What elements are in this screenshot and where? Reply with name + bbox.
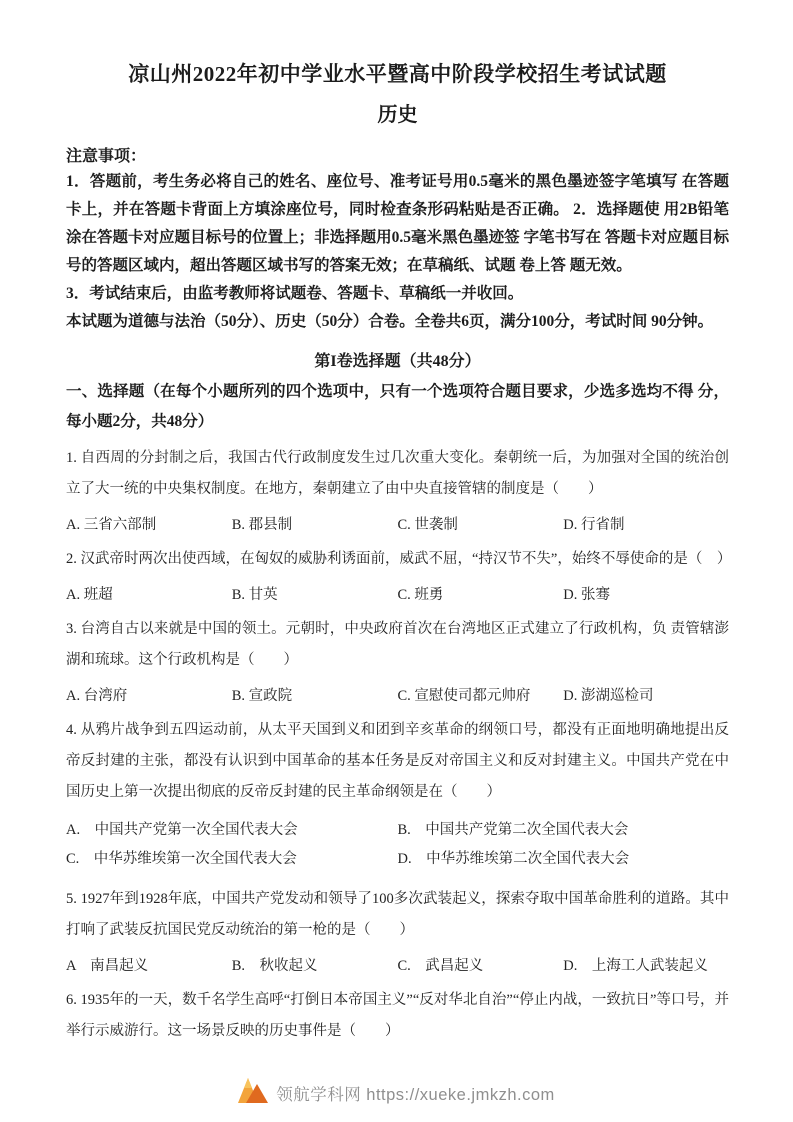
question-3-option-b: B. 宣政院 [231, 688, 293, 704]
site-logo-icon [238, 1077, 268, 1108]
question-2-stem: 2. 汉武帝时两次出使西域，在匈奴的威胁利诱面前，威武不屈，“持汉节不失”，始终不辱使命的是（ ） [66, 551, 732, 567]
question-3-option-d: D. 澎湖巡检司 [563, 688, 654, 704]
question-1-option-a: A. 三省六部制 [66, 517, 157, 533]
notice-item-1: 1．答题前，考生务必将自己的姓名、座位号、准考证号用0.5毫米的黑色墨迹签字笔填写 在答题卡上，并在答题卡背面上方填涂座位号，同时检查条形码粘贴是否正确。 2．选择题使 用2B铅笔涂在答题卡对应题目标号的位置上；非选择题用0.5毫米黑色墨迹签 字笔书写在 答题卡对应题目标号的答题区域内，超出答题区域书写的答案无效；在草稿纸、试题 卷上答 题无效。 [66, 173, 729, 274]
question-2-option-a: A. 班超 [66, 587, 113, 603]
question-5-stem: 5. 1927年到1928年底，中国共产党发动和领导了100多次武装起义，探索夺取中国革命胜利的道路。其中打响了武装反抗国民党反动统治的第一枪的是（ ） [66, 891, 729, 938]
question-6-stem: 6. 1935年的一天，数千名学生高呼“打倒日本帝国主义”“反对华北自治”“停止内战，一致抗日”等口号，并举行示威游行。这一场景反映的历史事件是（ ） [66, 992, 729, 1039]
question-1-options [66, 513, 729, 534]
question-3 [66, 614, 729, 705]
part-title: 第I卷选择题（共48分） [314, 353, 481, 370]
question-3-option-a: A. 台湾府 [66, 688, 128, 704]
page-title: 凉山州2022年初中学业水平暨高中阶段学校招生考试试题 [128, 62, 667, 86]
notice-item-3: 本试题为道德与法治（50分）、历史（50分）合卷。全卷共6页，满分100分，考试时间 90分钟。 [66, 313, 714, 330]
question-4 [66, 715, 729, 874]
section-instruction: 一、选择题（在每个小题所列的四个选项中，只有一个选项符合题目要求，少选多选均不得 分， 每小题2分，共48分） [66, 383, 729, 430]
notice-section [66, 143, 729, 336]
question-3-stem: 3. 台湾自古以来就是中国的领土。元朝时，中央政府首次在台湾地区正式建立了行政机构，负 责管辖澎湖和琉球。这个行政机构是（ ） [66, 621, 729, 668]
question-4-option-c: C. 中华苏维埃第一次全国代表大会 [66, 851, 297, 867]
question-5-option-c: C. 武昌起义 [397, 958, 484, 974]
question-1-option-c: C. 世袭制 [397, 517, 458, 533]
question-4-options [66, 816, 729, 874]
question-3-options [66, 684, 729, 705]
question-5-options [66, 954, 729, 975]
question-6 [66, 985, 729, 1047]
question-4-option-a: A. 中国共产党第一次全国代表大会 [66, 822, 298, 838]
question-2 [66, 544, 732, 604]
question-2-options [66, 583, 729, 604]
watermark-footer [0, 1077, 793, 1108]
question-1-option-d: D. 行省制 [563, 517, 625, 533]
question-5-option-d: D. 上海工人武装起义 [563, 958, 708, 974]
question-1 [66, 443, 729, 534]
question-5-option-a: A 南昌起义 [66, 958, 149, 974]
question-2-option-d: D. 张骞 [563, 587, 610, 603]
question-1-stem: 1. 自西周的分封制之后，我国古代行政制度发生过几次重大变化。秦朝统一后，为加强对全国的统治创立了大一统的中央集权制度。在地方，秦朝建立了由中央直接管辖的制度是（ ） [66, 450, 729, 497]
question-5 [66, 884, 729, 975]
watermark-site-text: 领航学科网 https://xueke.jmkzh.com [276, 1085, 555, 1104]
subject-title: 历史 [377, 104, 418, 126]
question-4-stem: 4. 从鸦片战争到五四运动前，从太平天国到义和团到辛亥革命的纲领口号，都没有正面地明确地提出反帝反封建的主张，都没有认识到中国革命的基本任务是反对帝国主义和反对封建主义。中国共产党在中国历史上第一次提出彻底的反帝反封建的民主革命纲领是在（ ） [66, 722, 729, 800]
question-5-option-b: B. 秋收起义 [231, 958, 318, 974]
question-2-option-b: B. 甘英 [231, 587, 278, 603]
notice-heading: 注意事项： [66, 148, 147, 165]
question-3-option-c: C. 宣慰使司都元帅府 [397, 688, 531, 704]
question-4-option-d: D. 中华苏维埃第二次全国代表大会 [397, 851, 630, 867]
notice-item-2: 3．考试结束后，由监考教师将试题卷、答题卡、草稿纸一并收回。 [66, 285, 524, 302]
question-4-option-b: B. 中国共产党第二次全国代表大会 [397, 822, 629, 838]
question-2-option-c: C. 班勇 [397, 587, 444, 603]
question-1-option-b: B. 郡县制 [231, 517, 293, 533]
